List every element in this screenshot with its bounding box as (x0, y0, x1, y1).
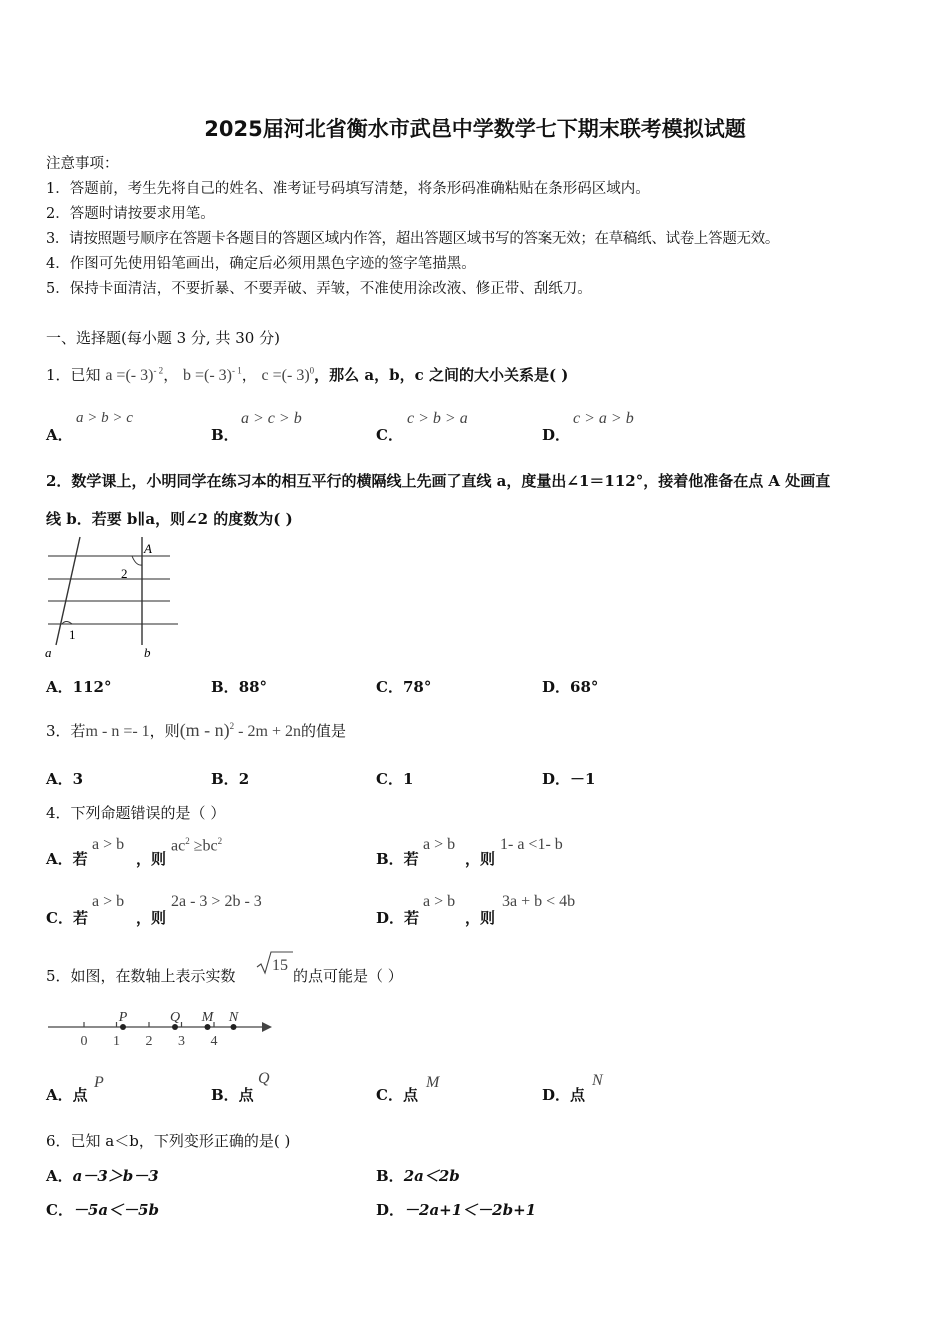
q3-option-a[interactable]: A．3 (46, 770, 84, 788)
q1-expr-b: b =(- 3)$^{- 1}$ (182, 365, 242, 384)
notice-item-4: 4．作图可先使用铅笔画出，确定后必须用黑色字迹的签字笔描黑。 (46, 256, 476, 272)
q2-option-b[interactable]: B．88° (211, 678, 268, 696)
q5-option-b-letter: B．点 (211, 1086, 254, 1104)
figure-label-b: b (144, 645, 151, 660)
q4-option-b-result[interactable]: 1- a <1- b (500, 836, 563, 853)
tick-label-2: 2 (145, 1034, 153, 1049)
question-1-number: 1．已知 (46, 366, 101, 384)
q4-option-c-then: ，则 (136, 909, 167, 927)
q4-option-b-cond[interactable]: a > b (423, 836, 456, 853)
section-heading: 一、选择题(每小题 3 分, 共 30 分) (46, 329, 280, 347)
q5-number-line (40, 1005, 280, 1050)
q5-option-a-letter: A．点 (46, 1086, 88, 1104)
q6-option-a[interactable]: A．a－3＞b－3 (46, 1167, 159, 1185)
q1-option-c[interactable]: c > b > a (407, 410, 468, 427)
q2-option-c[interactable]: C．78° (376, 678, 432, 696)
page-title: 2025届河北省衡水市武邑中学数学七下期末联考模拟试题 (204, 117, 746, 141)
q4-option-d-letter: D．若 (376, 909, 420, 927)
q3-condition: m - n =- 1 (85, 723, 150, 740)
q1-option-b-letter: B． (211, 426, 239, 444)
point-label-N: N (228, 1010, 239, 1025)
figure-label-a: a (45, 645, 52, 660)
notice-item-2: 2．答题时请按要求用笔。 (46, 206, 215, 222)
tick-label-1: 1 (113, 1034, 120, 1049)
q6-option-c[interactable]: C．－5a＜－5b (46, 1201, 160, 1219)
question-6: 6．已知 a＜b，下列变形正确的是( ) (46, 1132, 291, 1150)
q5-option-c-letter: C．点 (376, 1086, 418, 1104)
q4-option-d-cond[interactable]: a > b (423, 893, 456, 910)
tick-label-0: 0 (80, 1034, 88, 1049)
q4-option-c-letter: C．若 (46, 909, 88, 927)
tick-label-4: 4 (210, 1034, 218, 1049)
q5-option-d-letter: D．点 (542, 1086, 586, 1104)
q4-option-a-cond[interactable]: a > b (92, 836, 125, 853)
q4-option-b-letter: B．若 (376, 850, 419, 868)
question-5: 5．如图，在数轴上表示实数 (46, 967, 236, 985)
q4-option-a-result[interactable]: $ac^2 \ge bc^2$ (171, 836, 223, 855)
q1-option-a[interactable]: a > b > c (76, 410, 133, 426)
notice-item-5: 5．保持卡面清洁，不要折暴、不要弄破、弄皱，不准使用涂改液、修正带、刮纸刀。 (46, 281, 592, 297)
q2-option-d[interactable]: D．68° (542, 678, 599, 696)
figure-label-A: A (144, 541, 152, 556)
q1-option-d-letter: D． (542, 426, 571, 444)
q3-option-c[interactable]: C．1 (376, 770, 414, 788)
question-2-line-2: 线 b．若要 b∥a，则∠2 的度数为( ) (46, 510, 293, 528)
q4-option-a-then: ，则 (136, 850, 167, 868)
question-3: 3．若m - n =- 1，则(m - n)$^2$ - 2m + 2n的值是 (46, 720, 346, 740)
point-label-Q: Q (169, 1010, 181, 1025)
q5-option-d[interactable]: N (592, 1072, 603, 1089)
q4-option-c-result[interactable]: 2a - 3 > 2b - 3 (171, 893, 262, 910)
q2-option-a[interactable]: A．112° (46, 678, 112, 696)
q1-expr-a: a =(- 3)$^{- 2}$ (105, 365, 164, 384)
q6-option-b[interactable]: B．2a＜2b (376, 1167, 460, 1185)
figure-label-1: 1 (69, 627, 76, 642)
q5-option-b[interactable]: Q (258, 1070, 270, 1087)
q1-option-d[interactable]: c > a > b (573, 410, 634, 427)
question-2-line-1: 2．数学课上，小明同学在练习本的相互平行的横隔线上先画了直线 a，度量出∠1＝112°，接着他准备在点 A 处画直 (46, 472, 831, 490)
sqrt-15 (255, 948, 295, 978)
question-5-tail: 的点可能是（ ） (293, 967, 403, 985)
q1-option-b[interactable]: a > c > b (241, 410, 302, 427)
notice-item-3: 3．请按照题号顺序在答题卡各题目的答题区域内作答，超出答题区域书写的答案无效；在草稿纸、试卷上答题无效。 (46, 231, 780, 247)
q4-option-d-then: ，则 (465, 909, 496, 927)
q4-option-c-cond[interactable]: a > b (92, 893, 125, 910)
question-1: 1．已知 a =(- 3)$^{- 2}$， b =(- 3)$^{- 1}$， c =(- 3)$^0$，那么 a，b，c 之间的大小关系是( ) (46, 365, 569, 384)
q3-expression: (m - n)$^2$ - 2m + 2n (179, 720, 301, 740)
q1-option-a-letter: A． (46, 426, 73, 444)
q1-expr-c: c =(- 3)$^0$ (261, 365, 315, 384)
q4-option-a-letter: A．若 (46, 850, 88, 868)
q2-figure (40, 533, 185, 663)
q1-option-c-letter: C． (376, 426, 403, 444)
q6-option-d[interactable]: D．－2a+1＜－2b+1 (376, 1201, 537, 1219)
tick-label-3: 3 (178, 1034, 185, 1049)
q3-option-d[interactable]: D．－1 (542, 770, 596, 788)
sqrt-radicand: 15 (272, 957, 288, 974)
q5-option-a[interactable]: P (94, 1074, 104, 1091)
q5-option-c[interactable]: M (426, 1074, 440, 1091)
figure-label-2: 2 (121, 566, 128, 581)
point-label-P: P (118, 1010, 128, 1025)
notice-item-1: 1．答题前，考生先将自己的姓名、准考证号码填写清楚，将条形码准确粘贴在条形码区域内。 (46, 181, 650, 197)
point-label-M: M (201, 1010, 214, 1025)
notice-heading: 注意事项： (46, 156, 119, 172)
q4-option-d-result[interactable]: 3a + b < 4b (502, 893, 576, 910)
q3-option-b[interactable]: B．2 (211, 770, 250, 788)
question-4: 4．下列命题错误的是（ ） (46, 804, 226, 822)
number-line-ticks (81, 1022, 218, 1049)
q4-option-b-then: ，则 (465, 850, 496, 868)
